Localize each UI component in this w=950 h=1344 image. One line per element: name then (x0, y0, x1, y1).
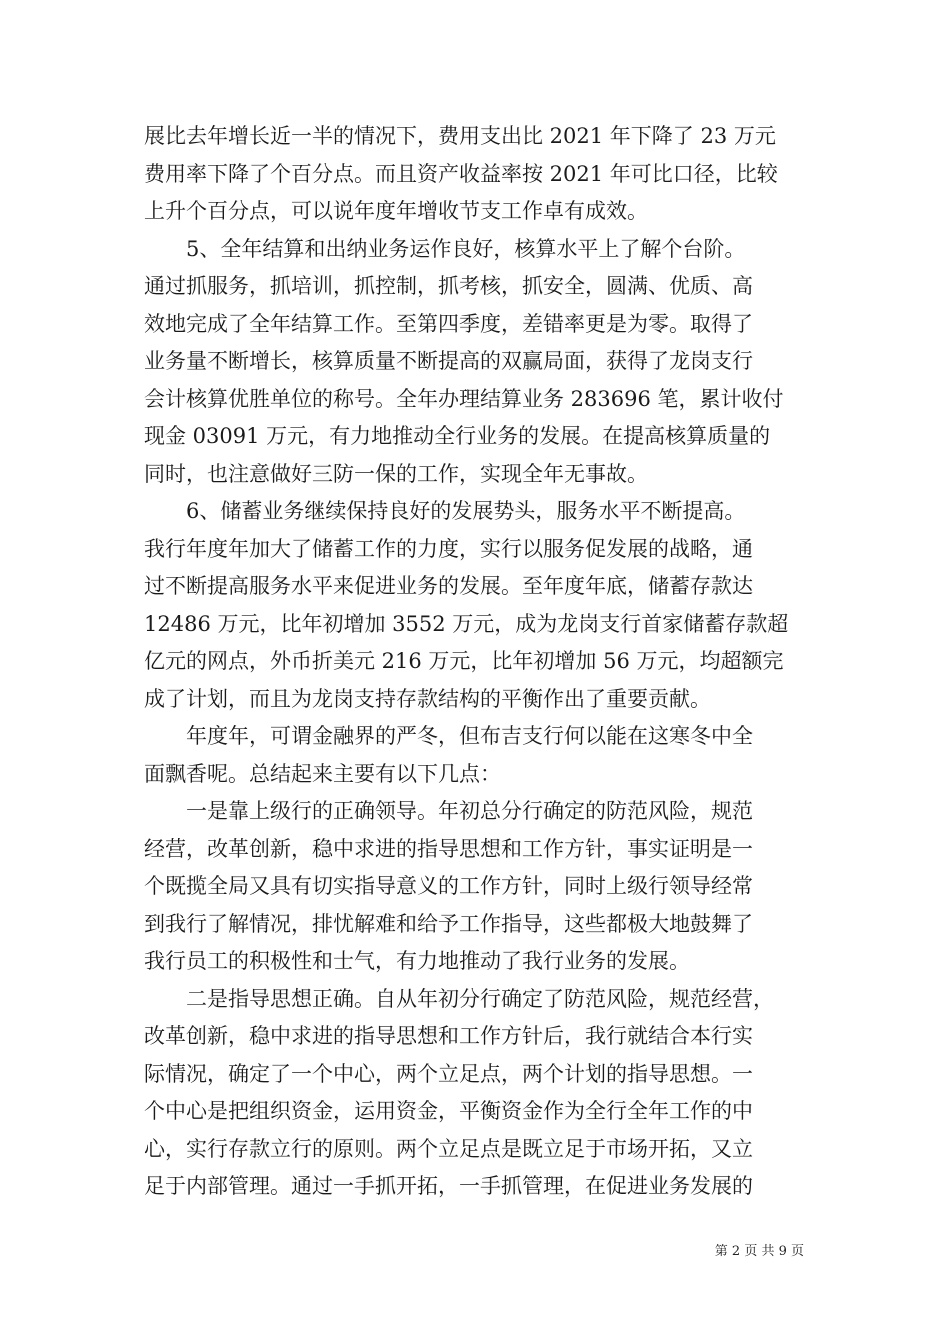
text-line: 面飘香呢。总结起来主要有以下几点： (144, 761, 501, 786)
text-line: 展比去年增长近一半的情况下，费用支出比 2021 年下降了 23 万元 (144, 124, 776, 148)
text-line: 我行年度年加大了储蓄工作的力度，实行以服务促发展的战略，通 (144, 536, 753, 561)
text-line: 亿元的网点，外币折美元 216 万元，比年初增加 56 万元，均超额完 (144, 649, 784, 673)
text-line: 过不断提高服务水平来促进业务的发展。至年度年底，储蓄存款达 (144, 574, 753, 598)
text-line: 心，实行存款立行的原则。两个立足点是既立足于市场开拓，又立 (144, 1136, 753, 1161)
paragraph-first-line: 5、全年结算和出纳业务运作良好，核算水平上了解个台阶。 (186, 236, 746, 261)
text-line: 我行员工的积极性和士气，有力地推动了我行业务的发展。 (144, 949, 690, 973)
page-number-footer: 第 2 页 共 9 页 (714, 1244, 804, 1259)
text-line: 经营，改革创新，稳中求进的指导思想和工作方针，事实证明是一 (144, 836, 753, 861)
paragraph-first-line: 年度年，可谓金融界的严冬，但布吉支行何以能在这寒冬中全 (186, 724, 753, 748)
document-body (144, 118, 808, 1206)
text-line: 12486 万元，比年初增加 3552 万元，成为龙岗支行首家储蓄存款超 (144, 611, 789, 636)
text-line: 同时，也注意做好三防一保的工作，实现全年无事故。 (144, 461, 648, 486)
text-line: 改革创新，稳中求进的指导思想和工作方针后，我行就结合本行实 (144, 1024, 753, 1048)
text-line: 际情况，确定了一个中心，两个立足点，两个计划的指导思想。一 (144, 1061, 753, 1086)
text-line: 到我行了解情况，排忧解难和给予工作指导，这些都极大地鼓舞了 (144, 911, 753, 936)
text-line: 通过抓服务，抓培训，抓控制，抓考核，抓安全，圆满、优质、高 (144, 274, 753, 298)
text-line: 费用率下降了个百分点。而且资产收益率按 2021 年可比口径，比较 (144, 161, 778, 186)
paragraph-first-line: 二是指导思想正确。自从年初分行确定了防范风险，规范经营， (186, 986, 774, 1011)
text-line: 个中心是把组织资金，运用资金，平衡资金作为全行全年工作的中 (144, 1099, 753, 1123)
paragraph-first-line: 一是靠上级行的正确领导。年初总分行确定的防范风险，规范 (186, 799, 753, 823)
paragraph-first-line: 6、储蓄业务继续保持良好的发展势头，服务水平不断提高。 (186, 499, 746, 523)
text-line: 效地完成了全年结算工作。至第四季度，差错率更是为零。取得了 (144, 311, 753, 336)
text-line: 会计核算优胜单位的称号。全年办理结算业务 283696 笔，累计收付 (144, 386, 784, 411)
text-line: 现金 03091 万元，有力地推动全行业务的发展。在提高核算质量的 (144, 424, 771, 448)
text-line: 上升个百分点，可以说年度年增收节支工作卓有成效。 (144, 199, 648, 223)
text-line: 业务量不断增长，核算质量不断提高的双赢局面，获得了龙岗支行 (144, 349, 753, 373)
text-line: 个既揽全局又具有切实指导意义的工作方针，同时上级行领导经常 (144, 874, 753, 898)
text-line: 成了计划，而且为龙岗支持存款结构的平衡作出了重要贡献。 (144, 686, 711, 711)
text-line: 足于内部管理。通过一手抓开拓，一手抓管理，在促进业务发展的 (144, 1174, 753, 1198)
